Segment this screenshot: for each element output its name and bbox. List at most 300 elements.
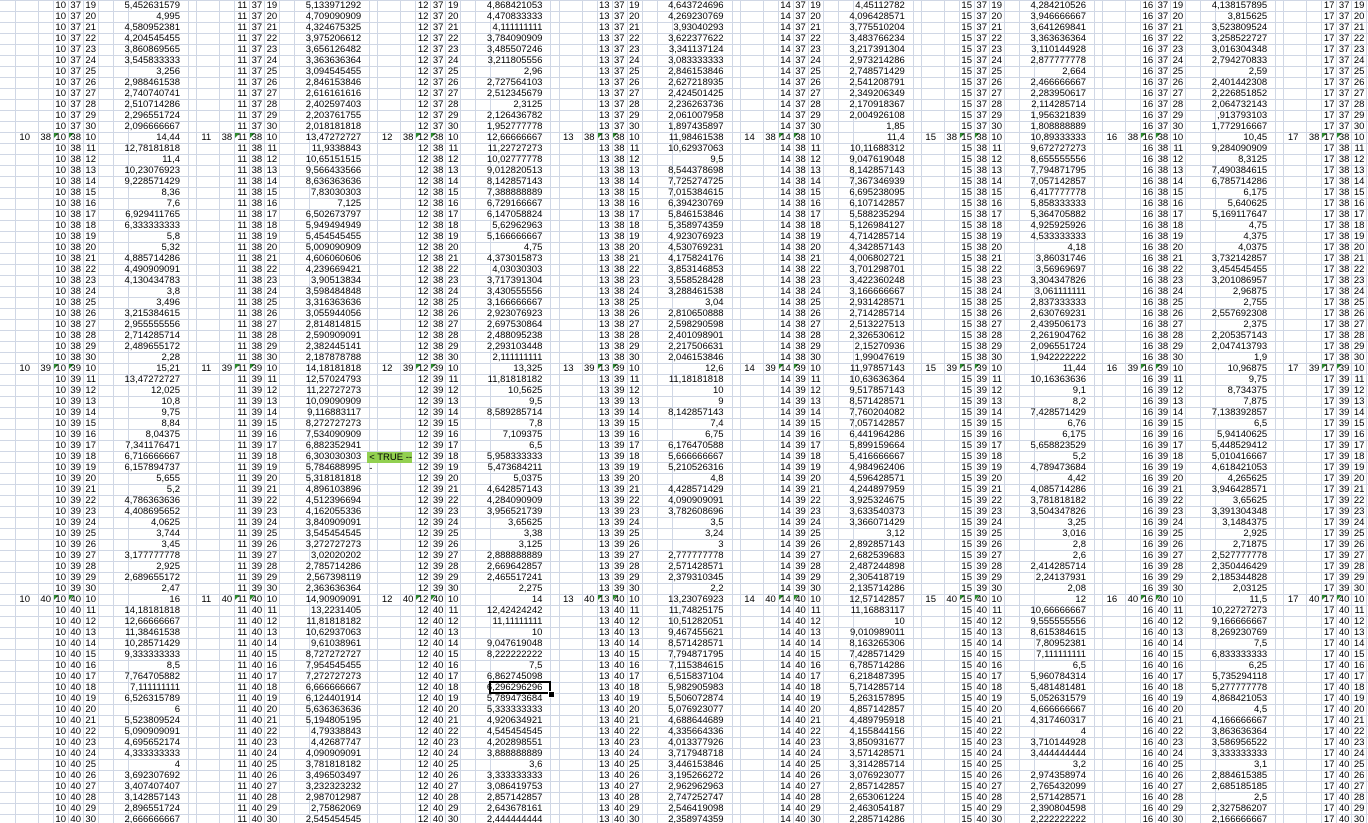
cell-c[interactable]: 16 bbox=[1172, 429, 1184, 440]
cell-value[interactable]: 2,931428571 bbox=[849, 297, 905, 308]
cell-a[interactable]: 12 bbox=[417, 682, 429, 693]
cell-c[interactable]: 28 bbox=[1172, 561, 1184, 572]
cell-b[interactable]: 39 bbox=[614, 396, 625, 407]
cell-value[interactable]: 4,490909091 bbox=[124, 264, 180, 275]
cell-a[interactable]: 14 bbox=[780, 44, 791, 55]
cell-value[interactable]: 2,669642857 bbox=[486, 561, 543, 572]
group-label-b[interactable]: 40 bbox=[946, 594, 957, 605]
cell-b[interactable]: 38 bbox=[432, 132, 444, 143]
cell-c[interactable]: 11 bbox=[1173, 605, 1184, 616]
cell-b[interactable]: 37 bbox=[432, 11, 444, 22]
cell-c[interactable]: 15 bbox=[1172, 649, 1184, 660]
cell-b[interactable]: 38 bbox=[614, 242, 625, 253]
cell-b[interactable]: 40 bbox=[432, 781, 444, 792]
cell-b[interactable]: 40 bbox=[795, 649, 806, 660]
cell-b[interactable]: 38 bbox=[1338, 220, 1350, 231]
cell-a[interactable]: 15 bbox=[961, 66, 972, 77]
cell-a[interactable]: 11 bbox=[237, 528, 248, 539]
cell-a[interactable]: 17 bbox=[1323, 264, 1335, 275]
cell-a[interactable]: 16 bbox=[1142, 11, 1154, 22]
cell-value[interactable]: 11,11111111 bbox=[492, 616, 543, 627]
cell-c[interactable]: 25 bbox=[991, 297, 1002, 308]
cell-a[interactable]: 12 bbox=[417, 528, 429, 539]
cell-a[interactable]: 16 bbox=[1142, 550, 1154, 561]
cell-value[interactable]: 6,75 bbox=[705, 429, 724, 440]
cell-a[interactable]: 16 bbox=[1142, 88, 1154, 99]
cell-value[interactable]: 7,760204082 bbox=[849, 407, 905, 418]
cell-b[interactable]: 39 bbox=[1338, 440, 1350, 451]
cell-c[interactable]: 16 bbox=[266, 660, 278, 671]
cell-a[interactable]: 12 bbox=[417, 473, 429, 484]
cell-value[interactable]: 2,283950617 bbox=[1030, 88, 1086, 99]
cell-c[interactable]: 14 bbox=[991, 176, 1002, 187]
cell-value[interactable]: 4,666666667 bbox=[1030, 704, 1086, 715]
cell-b[interactable]: 38 bbox=[1338, 132, 1350, 143]
cell-value[interactable]: 9,5 bbox=[529, 396, 543, 407]
cell-a[interactable]: 15 bbox=[961, 583, 972, 594]
cell-c[interactable]: 27 bbox=[991, 781, 1002, 792]
cell-b[interactable]: 38 bbox=[1338, 143, 1350, 154]
cell-c[interactable]: 22 bbox=[991, 495, 1002, 506]
cell-b[interactable]: 38 bbox=[251, 154, 263, 165]
cell-c[interactable]: 25 bbox=[810, 297, 821, 308]
fill-handle[interactable] bbox=[548, 691, 555, 698]
cell-c[interactable]: 23 bbox=[629, 506, 640, 517]
cell-b[interactable]: 39 bbox=[795, 539, 806, 550]
cell-value[interactable]: 3,363636364 bbox=[305, 55, 362, 66]
cell-b[interactable]: 39 bbox=[1157, 385, 1169, 396]
cell-c[interactable]: 21 bbox=[810, 484, 821, 495]
cell-a[interactable]: 16 bbox=[1142, 132, 1154, 143]
cell-c[interactable]: 11 bbox=[1354, 605, 1365, 616]
cell-c[interactable]: 21 bbox=[85, 715, 96, 726]
cell-c[interactable]: 12 bbox=[991, 385, 1002, 396]
cell-b[interactable]: 40 bbox=[70, 616, 81, 627]
cell-a[interactable]: 12 bbox=[417, 341, 429, 352]
cell-a[interactable]: 11 bbox=[237, 561, 248, 572]
cell-c[interactable]: 19 bbox=[810, 693, 821, 704]
cell-a[interactable]: 11 bbox=[237, 407, 248, 418]
cell-b[interactable]: 40 bbox=[432, 814, 444, 823]
cell-b[interactable]: 38 bbox=[70, 209, 81, 220]
cell-value[interactable]: 5,506072874 bbox=[668, 693, 724, 704]
cell-b[interactable]: 37 bbox=[1157, 11, 1169, 22]
cell-b[interactable]: 38 bbox=[432, 330, 444, 341]
cell-c[interactable]: 30 bbox=[266, 814, 278, 823]
cell-b[interactable]: 40 bbox=[976, 748, 987, 759]
cell-value[interactable]: 3,545833333 bbox=[124, 55, 180, 66]
cell-b[interactable]: 40 bbox=[70, 627, 81, 638]
cell-c[interactable]: 26 bbox=[1172, 77, 1184, 88]
cell-value[interactable]: 2,296551724 bbox=[124, 110, 180, 121]
cell-b[interactable]: 37 bbox=[251, 0, 263, 11]
cell-b[interactable]: 37 bbox=[1157, 121, 1169, 132]
cell-a[interactable]: 11 bbox=[237, 792, 248, 803]
cell-c[interactable]: 10 bbox=[629, 594, 640, 605]
cell-b[interactable]: 39 bbox=[251, 506, 263, 517]
cell-b[interactable]: 39 bbox=[1157, 572, 1169, 583]
cell-a[interactable]: 17 bbox=[1323, 132, 1335, 143]
cell-a[interactable]: 10 bbox=[55, 814, 66, 823]
cell-a[interactable]: 11 bbox=[237, 264, 248, 275]
cell-a[interactable]: 13 bbox=[599, 704, 610, 715]
cell-a[interactable]: 15 bbox=[961, 275, 972, 286]
cell-c[interactable]: 27 bbox=[85, 550, 96, 561]
cell-a[interactable]: 11 bbox=[237, 55, 248, 66]
cell-c[interactable]: 27 bbox=[810, 319, 821, 330]
cell-a[interactable]: 15 bbox=[961, 528, 972, 539]
cell-value[interactable]: 8,571428571 bbox=[668, 638, 724, 649]
cell-a[interactable]: 17 bbox=[1323, 495, 1335, 506]
cell-b[interactable]: 38 bbox=[795, 176, 806, 187]
cell-a[interactable]: 17 bbox=[1323, 550, 1335, 561]
cell-a[interactable]: 10 bbox=[55, 132, 66, 143]
cell-c[interactable]: 14 bbox=[85, 407, 96, 418]
cell-c[interactable]: 19 bbox=[1353, 462, 1365, 473]
cell-b[interactable]: 38 bbox=[1157, 264, 1169, 275]
cell-value[interactable]: 4,335664336 bbox=[668, 726, 724, 737]
cell-value[interactable]: 2,222222222 bbox=[1030, 814, 1086, 823]
cell-c[interactable]: 25 bbox=[1353, 528, 1365, 539]
cell-b[interactable]: 40 bbox=[70, 726, 81, 737]
cell-b[interactable]: 38 bbox=[251, 286, 263, 297]
cell-b[interactable]: 39 bbox=[1157, 418, 1169, 429]
cell-b[interactable]: 38 bbox=[795, 319, 806, 330]
cell-value[interactable]: 3,782608696 bbox=[668, 506, 724, 517]
cell-c[interactable]: 17 bbox=[810, 440, 821, 451]
cell-c[interactable]: 18 bbox=[1172, 682, 1184, 693]
cell-b[interactable]: 38 bbox=[795, 341, 806, 352]
cell-b[interactable]: 37 bbox=[70, 99, 81, 110]
cell-c[interactable]: 28 bbox=[1172, 330, 1184, 341]
cell-a[interactable]: 12 bbox=[417, 220, 429, 231]
cell-a[interactable]: 10 bbox=[55, 99, 66, 110]
cell-value[interactable]: 5,714285714 bbox=[849, 682, 905, 693]
cell-a[interactable]: 15 bbox=[961, 484, 972, 495]
cell-b[interactable]: 39 bbox=[251, 451, 263, 462]
cell-value[interactable]: 8,571428571 bbox=[849, 396, 905, 407]
cell-b[interactable]: 38 bbox=[1157, 198, 1169, 209]
cell-c[interactable]: 20 bbox=[1172, 11, 1184, 22]
cell-value[interactable]: 2,217506631 bbox=[668, 341, 724, 352]
cell-value[interactable]: 4,545454545 bbox=[486, 726, 543, 737]
cell-value[interactable]: 5,166666667 bbox=[486, 231, 543, 242]
cell-c[interactable]: 17 bbox=[810, 671, 821, 682]
cell-value[interactable]: 2,810650888 bbox=[668, 308, 724, 319]
cell-value[interactable]: 4,984962406 bbox=[849, 462, 905, 473]
cell-c[interactable]: 26 bbox=[991, 308, 1002, 319]
cell-value[interactable]: 3,454545455 bbox=[1211, 264, 1268, 275]
cell-a[interactable]: 16 bbox=[1142, 748, 1154, 759]
cell-a[interactable]: 14 bbox=[780, 814, 791, 823]
cell-c[interactable]: 23 bbox=[266, 506, 278, 517]
cell-b[interactable]: 40 bbox=[432, 704, 444, 715]
cell-a[interactable]: 10 bbox=[55, 539, 66, 550]
cell-c[interactable]: 20 bbox=[1172, 242, 1184, 253]
cell-c[interactable]: 13 bbox=[991, 627, 1002, 638]
cell-value[interactable]: 2,689655172 bbox=[124, 572, 180, 583]
cell-b[interactable]: 40 bbox=[251, 594, 263, 605]
cell-a[interactable]: 14 bbox=[780, 792, 791, 803]
cell-value[interactable]: 3,016 bbox=[1062, 528, 1086, 539]
cell-b[interactable]: 37 bbox=[1157, 22, 1169, 33]
cell-value[interactable]: 9,566433566 bbox=[305, 165, 362, 176]
cell-value[interactable]: 10,63636364 bbox=[849, 374, 905, 385]
cell-b[interactable]: 40 bbox=[614, 616, 625, 627]
cell-value[interactable]: 12,66666667 bbox=[486, 132, 543, 143]
cell-c[interactable]: 29 bbox=[991, 803, 1002, 814]
cell-a[interactable]: 17 bbox=[1323, 385, 1335, 396]
cell-b[interactable]: 38 bbox=[976, 187, 987, 198]
cell-c[interactable]: 22 bbox=[1353, 33, 1365, 44]
cell-c[interactable]: 20 bbox=[1353, 242, 1365, 253]
cell-b[interactable]: 39 bbox=[614, 539, 625, 550]
cell-value[interactable]: 4,175824176 bbox=[668, 253, 724, 264]
cell-b[interactable]: 38 bbox=[614, 319, 625, 330]
cell-a[interactable]: 10 bbox=[55, 638, 66, 649]
cell-c[interactable]: 30 bbox=[447, 583, 459, 594]
cell-c[interactable]: 20 bbox=[991, 11, 1002, 22]
cell-a[interactable]: 14 bbox=[780, 616, 791, 627]
cell-value[interactable]: 3,341137124 bbox=[668, 44, 724, 55]
cell-a[interactable]: 13 bbox=[599, 110, 610, 121]
cell-b[interactable]: 38 bbox=[251, 198, 263, 209]
cell-c[interactable]: 26 bbox=[991, 770, 1002, 781]
cell-value[interactable]: 6,502673797 bbox=[305, 209, 362, 220]
cell-b[interactable]: 37 bbox=[976, 99, 987, 110]
cell-c[interactable]: 12 bbox=[1172, 154, 1184, 165]
cell-b[interactable]: 40 bbox=[70, 660, 81, 671]
cell-value[interactable]: 8,2 bbox=[1072, 396, 1086, 407]
cell-c[interactable]: 29 bbox=[629, 572, 640, 583]
cell-b[interactable]: 38 bbox=[70, 264, 81, 275]
cell-b[interactable]: 38 bbox=[976, 297, 987, 308]
cell-value[interactable]: 8,727272727 bbox=[305, 649, 362, 660]
cell-value[interactable]: 2,466666667 bbox=[1030, 77, 1086, 88]
cell-a[interactable]: 15 bbox=[961, 11, 972, 22]
cell-a[interactable]: 12 bbox=[417, 275, 429, 286]
cell-c[interactable]: 20 bbox=[85, 11, 96, 22]
cell-b[interactable]: 39 bbox=[251, 517, 263, 528]
cell-value[interactable]: 6,5 bbox=[1253, 418, 1268, 429]
cell-b[interactable]: 38 bbox=[795, 143, 806, 154]
cell-c[interactable]: 21 bbox=[629, 484, 640, 495]
cell-value[interactable]: 4,342857143 bbox=[849, 242, 905, 253]
cell-a[interactable]: 12 bbox=[417, 286, 429, 297]
cell-value[interactable]: 2,973214286 bbox=[849, 55, 905, 66]
cell-b[interactable]: 40 bbox=[976, 638, 987, 649]
cell-c[interactable]: 19 bbox=[266, 693, 278, 704]
cell-c[interactable]: 13 bbox=[1172, 165, 1184, 176]
cell-c[interactable]: 10 bbox=[991, 363, 1002, 374]
cell-c[interactable]: 21 bbox=[991, 253, 1002, 264]
cell-c[interactable]: 27 bbox=[266, 88, 278, 99]
cell-c[interactable]: 22 bbox=[85, 726, 96, 737]
cell-b[interactable]: 39 bbox=[1338, 429, 1350, 440]
cell-c[interactable]: 23 bbox=[810, 275, 821, 286]
cell-value[interactable]: 2,567398119 bbox=[306, 572, 362, 583]
cell-value[interactable]: 8,222222222 bbox=[486, 649, 543, 660]
cell-b[interactable]: 37 bbox=[614, 88, 625, 99]
cell-c[interactable]: 25 bbox=[85, 759, 96, 770]
cell-b[interactable]: 37 bbox=[795, 88, 806, 99]
cell-value[interactable]: 2,185344828 bbox=[1211, 572, 1268, 583]
cell-b[interactable]: 37 bbox=[976, 44, 987, 55]
cell-c[interactable]: 13 bbox=[447, 396, 459, 407]
cell-c[interactable]: 13 bbox=[991, 396, 1002, 407]
cell-c[interactable]: 27 bbox=[810, 781, 821, 792]
cell-c[interactable]: 15 bbox=[266, 649, 278, 660]
cell-a[interactable]: 16 bbox=[1142, 704, 1154, 715]
cell-value[interactable]: 4,857142857 bbox=[849, 704, 905, 715]
cell-c[interactable]: 29 bbox=[1353, 341, 1365, 352]
group-label-a[interactable]: 15 bbox=[925, 594, 936, 605]
cell-c[interactable]: 19 bbox=[85, 462, 96, 473]
cell-c[interactable]: 28 bbox=[447, 330, 459, 341]
cell-b[interactable]: 40 bbox=[1157, 792, 1169, 803]
cell-value[interactable]: 6,729166667 bbox=[486, 198, 543, 209]
cell-a[interactable]: 14 bbox=[780, 572, 791, 583]
cell-c[interactable]: 27 bbox=[810, 550, 821, 561]
cell-a[interactable]: 11 bbox=[237, 737, 248, 748]
cell-a[interactable]: 15 bbox=[961, 220, 972, 231]
cell-c[interactable]: 30 bbox=[85, 814, 96, 823]
cell-c[interactable]: 14 bbox=[810, 638, 821, 649]
cell-value[interactable]: 11,81818182 bbox=[306, 616, 362, 627]
cell-a[interactable]: 15 bbox=[961, 737, 972, 748]
cell-b[interactable]: 38 bbox=[1157, 132, 1169, 143]
cell-b[interactable]: 40 bbox=[795, 605, 806, 616]
cell-a[interactable]: 12 bbox=[417, 187, 429, 198]
cell-c[interactable]: 10 bbox=[1172, 363, 1184, 374]
cell-value[interactable]: 8,142857143 bbox=[668, 407, 724, 418]
cell-a[interactable]: 13 bbox=[599, 231, 610, 242]
cell-b[interactable]: 39 bbox=[1338, 363, 1350, 374]
cell-value[interactable]: 4,8 bbox=[710, 473, 724, 484]
cell-a[interactable]: 13 bbox=[599, 638, 610, 649]
cell-a[interactable]: 14 bbox=[780, 715, 791, 726]
cell-value[interactable]: 2,349206349 bbox=[849, 88, 905, 99]
cell-a[interactable]: 14 bbox=[780, 660, 791, 671]
cell-b[interactable]: 40 bbox=[795, 616, 806, 627]
cell-b[interactable]: 39 bbox=[251, 484, 263, 495]
cell-value[interactable]: 2,402597403 bbox=[305, 99, 362, 110]
cell-c[interactable]: 22 bbox=[629, 33, 640, 44]
cell-a[interactable]: 11 bbox=[237, 770, 248, 781]
cell-a[interactable]: 13 bbox=[599, 374, 610, 385]
cell-b[interactable]: 40 bbox=[614, 693, 625, 704]
cell-a[interactable]: 13 bbox=[599, 319, 610, 330]
cell-b[interactable]: 38 bbox=[614, 209, 625, 220]
cell-c[interactable]: 29 bbox=[629, 803, 640, 814]
cell-b[interactable]: 40 bbox=[70, 770, 81, 781]
cell-a[interactable]: 10 bbox=[55, 220, 66, 231]
cell-b[interactable]: 39 bbox=[70, 583, 81, 594]
cell-b[interactable]: 38 bbox=[251, 308, 263, 319]
group-label-a[interactable]: 13 bbox=[563, 594, 574, 605]
cell-b[interactable]: 40 bbox=[795, 638, 806, 649]
cell-b[interactable]: 37 bbox=[614, 11, 625, 22]
cell-a[interactable]: 12 bbox=[417, 110, 429, 121]
cell-a[interactable]: 13 bbox=[599, 198, 610, 209]
cell-a[interactable]: 15 bbox=[961, 33, 972, 44]
cell-value[interactable]: 7,057142857 bbox=[849, 418, 905, 429]
cell-value[interactable]: 2,643678161 bbox=[486, 803, 543, 814]
cell-value[interactable]: 5,523809524 bbox=[124, 715, 180, 726]
cell-a[interactable]: 11 bbox=[237, 275, 248, 286]
cell-b[interactable]: 37 bbox=[1338, 99, 1350, 110]
cell-c[interactable]: 11 bbox=[448, 605, 459, 616]
cell-value[interactable]: 5,666666667 bbox=[668, 451, 724, 462]
cell-value[interactable]: 2,170918367 bbox=[849, 99, 905, 110]
cell-c[interactable]: 26 bbox=[810, 77, 821, 88]
cell-a[interactable]: 11 bbox=[237, 363, 248, 374]
cell-a[interactable]: 15 bbox=[961, 242, 972, 253]
cell-a[interactable]: 14 bbox=[780, 154, 791, 165]
cell-b[interactable]: 38 bbox=[70, 220, 81, 231]
cell-value[interactable]: 4,580952381 bbox=[124, 22, 180, 33]
cell-c[interactable]: 28 bbox=[1353, 99, 1365, 110]
cell-a[interactable]: 15 bbox=[961, 803, 972, 814]
cell-c[interactable]: 21 bbox=[1353, 715, 1365, 726]
cell-c[interactable]: 11 bbox=[992, 374, 1002, 385]
cell-b[interactable]: 39 bbox=[1157, 561, 1169, 572]
cell-c[interactable]: 28 bbox=[266, 330, 278, 341]
cell-c[interactable]: 12 bbox=[1172, 616, 1184, 627]
cell-c[interactable]: 28 bbox=[629, 792, 640, 803]
cell-value[interactable]: 13,2231405 bbox=[310, 605, 362, 616]
cell-value[interactable]: 1,85 bbox=[886, 121, 905, 132]
cell-value[interactable]: 3,366071429 bbox=[849, 517, 905, 528]
cell-b[interactable]: 40 bbox=[614, 737, 625, 748]
cell-c[interactable]: 24 bbox=[1353, 55, 1365, 66]
cell-c[interactable]: 29 bbox=[266, 803, 278, 814]
cell-value[interactable]: 2,857142857 bbox=[849, 781, 905, 792]
cell-a[interactable]: 14 bbox=[780, 561, 791, 572]
cell-b[interactable]: 39 bbox=[1338, 374, 1350, 385]
cell-b[interactable]: 39 bbox=[795, 517, 806, 528]
cell-b[interactable]: 39 bbox=[614, 506, 625, 517]
cell-value[interactable]: 9,284090909 bbox=[1211, 143, 1268, 154]
cell-b[interactable]: 39 bbox=[432, 385, 444, 396]
cell-value[interactable]: 3,888888889 bbox=[486, 748, 543, 759]
cell-a[interactable]: 11 bbox=[237, 495, 248, 506]
cell-c[interactable]: 28 bbox=[991, 99, 1002, 110]
cell-a[interactable]: 16 bbox=[1142, 440, 1154, 451]
cell-b[interactable]: 40 bbox=[795, 627, 806, 638]
cell-c[interactable]: 30 bbox=[85, 583, 96, 594]
cell-value[interactable]: 3,622377622 bbox=[668, 33, 724, 44]
cell-b[interactable]: 38 bbox=[1338, 176, 1350, 187]
cell-c[interactable]: 21 bbox=[447, 22, 459, 33]
cell-b[interactable]: 40 bbox=[795, 814, 806, 823]
cell-b[interactable]: 39 bbox=[614, 440, 625, 451]
cell-c[interactable]: 26 bbox=[447, 770, 459, 781]
cell-value[interactable]: 2,444444444 bbox=[486, 814, 543, 823]
cell-c[interactable]: 17 bbox=[447, 440, 459, 451]
cell-c[interactable]: 17 bbox=[991, 671, 1002, 682]
cell-a[interactable]: 12 bbox=[417, 517, 429, 528]
group-label-b[interactable]: 38 bbox=[584, 132, 595, 143]
cell-b[interactable]: 40 bbox=[251, 649, 263, 660]
cell-b[interactable]: 40 bbox=[432, 594, 444, 605]
cell-value[interactable]: 8,163265306 bbox=[849, 638, 905, 649]
group-label-a[interactable]: 15 bbox=[925, 132, 936, 143]
cell-value[interactable]: 6,25 bbox=[1248, 660, 1268, 671]
cell-value[interactable]: 6,5 bbox=[1072, 660, 1086, 671]
cell-b[interactable]: 38 bbox=[1157, 297, 1169, 308]
cell-a[interactable]: 12 bbox=[417, 781, 429, 792]
